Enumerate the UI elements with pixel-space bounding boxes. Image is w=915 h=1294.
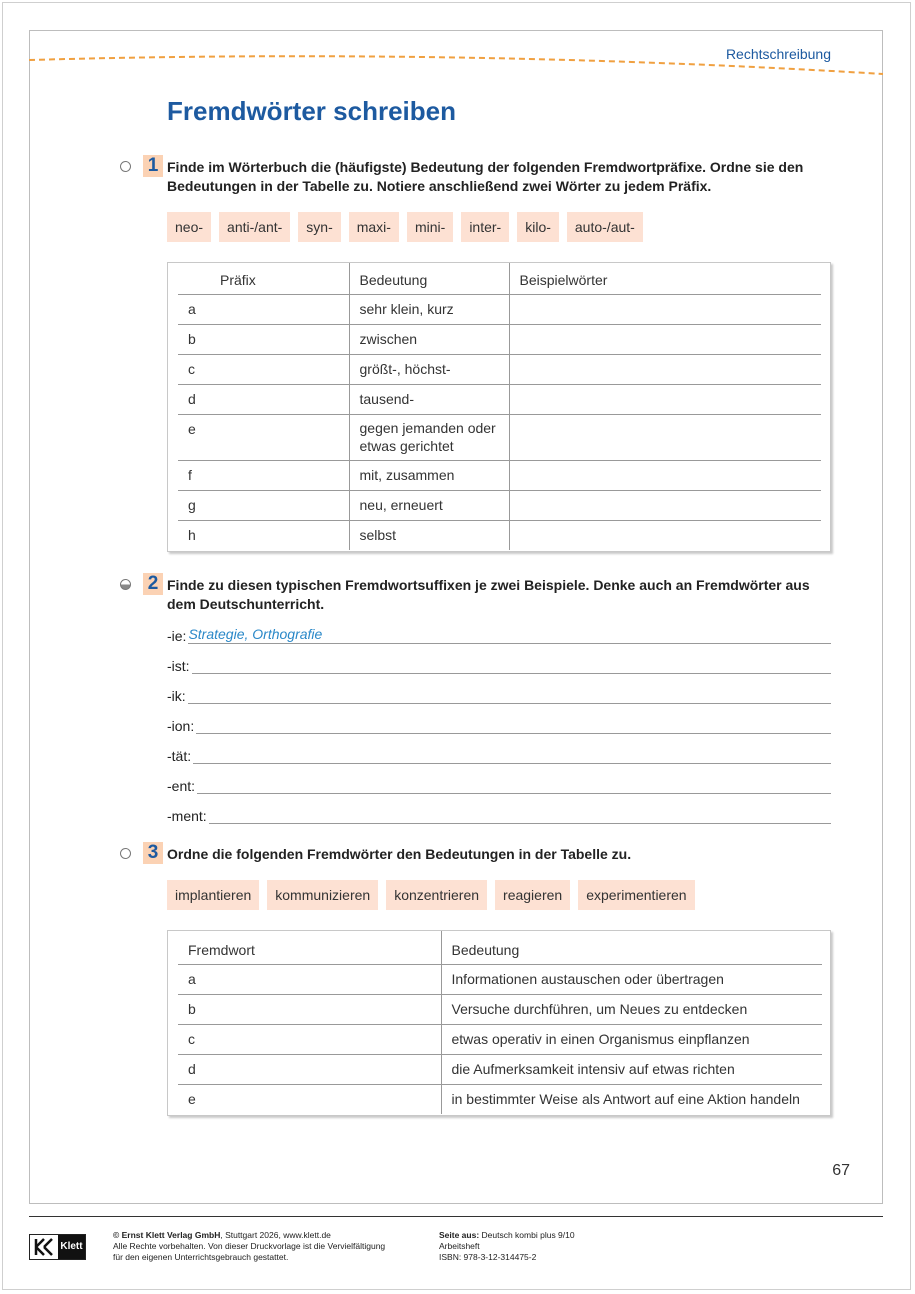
task1-prefix-chips [167,212,643,242]
task1-table-box [167,262,831,552]
table-header-row [178,931,822,964]
footer-divider [29,1216,883,1217]
row-meaning: mit, zusammen [349,460,509,490]
prefix-chip: mini- [407,212,453,242]
row-label: h [188,527,196,544]
table-row [178,324,821,354]
header-bedeutung: Bedeutung [441,931,822,964]
suffix-answer[interactable] [196,715,831,734]
row-meaning: Versuche durchführen, um Neues zu entdecken [441,994,822,1024]
row-label: c [188,1031,195,1047]
table-row [178,490,821,520]
footer-isbn: ISBN: 978-3-12-314475-2 [439,1252,537,1262]
example-words-cell[interactable] [509,354,821,384]
footer-copyright [113,1230,385,1263]
example-words-cell[interactable] [509,294,821,324]
row-meaning: selbst [349,520,509,550]
table-row [178,384,821,414]
row-label: a [188,301,196,317]
prefix-chip: kilo- [517,212,559,242]
footer-publisher-name: © Ernst Klett Verlag GmbH [113,1230,221,1240]
example-words-cell[interactable] [509,490,821,520]
footer-source-type: Arbeitsheft [439,1241,480,1251]
example-words-cell[interactable] [509,520,821,550]
example-words-cell[interactable] [509,384,821,414]
header-beispielwoerter: Beispielwörter [509,263,821,294]
suffix-answer[interactable] [193,745,831,764]
task1-number: 1 [143,155,163,177]
suffix-label: -ie: [167,628,187,644]
task1-difficulty-icon [120,161,131,172]
suffix-answer[interactable]: Strategie, Orthografie [188,625,831,644]
suffix-label: -ik: [167,688,186,704]
table-row [178,460,821,490]
footer-source-title: Deutsch kombi plus 9/10 [479,1230,575,1240]
row-label: d [188,1061,196,1077]
header-praefix: Präfix [220,271,256,288]
row-label: c [188,361,195,377]
row-label: b [188,331,196,347]
task3-instruction: Ordne die folgenden Fremdwörter den Bedeutungen in der Tabelle zu. [167,846,632,862]
task1-instruction-line2: Bedeutungen in der Tabelle zu. Notiere anschließend zwei Wörter zu jedem Präfix. [167,178,712,194]
word-chip: reagieren [495,880,570,910]
suffix-line [167,622,831,644]
suffix-line [167,682,831,704]
row-label: e [188,1091,196,1108]
task1-instruction-line1: Finde im Wörterbuch die (häufigste) Bedeutung der folgenden Fremdwortpräfixe. Ordne sie den [167,159,804,175]
task1-instruction [167,158,803,196]
table-row [178,414,821,460]
task3-number: 3 [143,842,163,864]
footer-publisher-rest: , Stuttgart 2026, www.klett.de [220,1230,331,1240]
row-meaning: die Aufmerksamkeit intensiv auf etwas richten [441,1054,822,1084]
row-meaning: sehr klein, kurz [349,294,509,324]
word-chip: konzentrieren [386,880,487,910]
footer-source [439,1230,575,1263]
suffix-line [167,802,831,824]
task2-difficulty-icon [120,579,131,590]
suffix-label: -ment: [167,808,207,824]
row-label: g [188,497,196,513]
row-meaning: zwischen [349,324,509,354]
task3-table [178,931,822,1114]
prefix-chip: syn- [298,212,340,242]
row-label: a [188,971,196,987]
suffix-line [167,772,831,794]
example-words-cell[interactable] [509,324,821,354]
footer-rights-line2: für den eigenen Unterrichtsgebrauch gestattet. [113,1252,289,1262]
footer-source-label: Seite aus: [439,1230,480,1240]
header-fremdwort: Fremdwort [188,941,255,958]
suffix-label: -ist: [167,658,190,674]
prefix-chip: neo- [167,212,211,242]
table-row [178,1084,822,1114]
task2-instruction-line2: dem Deutschunterricht. [167,596,325,612]
section-label: Rechtschreibung [725,46,831,62]
row-meaning: etwas operativ in einen Organismus einpflanzen [441,1024,822,1054]
row-label: d [188,391,196,407]
row-meaning-line1: gegen jemanden oder [359,420,496,436]
task1-table [178,263,821,550]
row-meaning: tausend- [349,384,509,414]
suffix-label: -ent: [167,778,196,794]
page-number: 67 [832,1162,850,1179]
row-label: f [188,467,192,483]
suffix-line [167,652,831,674]
suffix-answer[interactable] [209,805,831,824]
suffix-answer[interactable] [197,775,831,794]
table-row [178,994,822,1024]
word-chip: experimentieren [578,880,694,910]
table-row [178,964,822,994]
row-meaning [349,414,509,460]
row-meaning: Informationen austauschen oder übertragen [441,964,822,994]
row-meaning-line2: etwas gerichtet [359,438,454,454]
row-meaning: größt-, höchst- [349,354,509,384]
prefix-chip: anti-/ant- [219,212,290,242]
suffix-answer[interactable] [188,685,831,704]
suffix-line [167,712,831,734]
header-bedeutung: Bedeutung [349,263,509,294]
word-chip: implantieren [167,880,259,910]
table-header-row [178,263,821,294]
table-row [178,520,821,550]
task3-word-chips [167,880,695,910]
row-meaning: in bestimmter Weise als Antwort auf eine Aktion handeln [441,1084,822,1114]
prefix-chip: inter- [461,212,509,242]
footer-rights-line1: Alle Rechte vorbehalten. Von dieser Druckvorlage ist die Vervielfältigung [113,1241,386,1251]
suffix-answer[interactable] [192,655,831,674]
suffix-label: -tät: [167,748,192,764]
task3-difficulty-icon [120,848,131,859]
klett-logo-mark-icon [30,1235,58,1259]
prefix-chip: auto-/aut- [567,212,643,242]
row-label: e [188,420,196,437]
example-words-cell[interactable] [509,460,821,490]
task2-number: 2 [143,573,163,595]
prefix-chip: maxi- [349,212,399,242]
klett-logo [29,1234,86,1260]
task3-table-box [167,930,831,1116]
table-row [178,294,821,324]
example-words-cell[interactable] [509,414,821,460]
task2-instruction-line1: Finde zu diesen typischen Fremdwortsuffixen je zwei Beispiele. Denke auch an Fremdwörter aus [167,577,810,593]
row-label: b [188,1001,196,1017]
row-meaning: neu, erneuert [349,490,509,520]
klett-logo-text: Klett [58,1235,85,1259]
task2-instruction [167,576,810,614]
word-chip: kommunizieren [267,880,378,910]
page-title: Fremdwörter schreiben [167,96,456,126]
suffix-label: -ion: [167,718,195,734]
table-row [178,354,821,384]
table-row [178,1054,822,1084]
suffix-line [167,742,831,764]
table-row [178,1024,822,1054]
